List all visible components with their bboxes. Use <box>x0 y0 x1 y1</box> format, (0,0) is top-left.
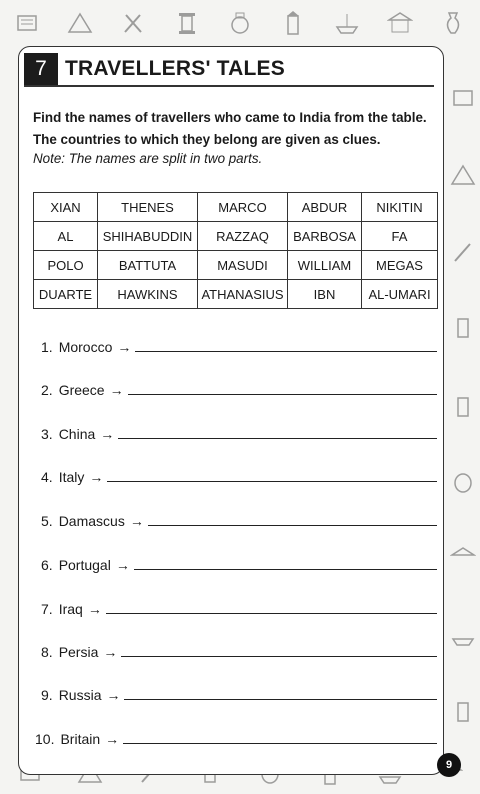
table-cell: SHIHABUDDIN <box>98 222 198 251</box>
tower-icon <box>280 10 306 36</box>
question-clue: Portugal <box>58 557 111 573</box>
table-cell: POLO <box>34 251 98 280</box>
answer-line[interactable] <box>134 569 437 570</box>
question-number: 3. <box>41 426 53 442</box>
answer-line[interactable] <box>106 613 437 614</box>
question-number: 4. <box>41 469 53 485</box>
decorative-border-top <box>0 2 480 44</box>
question-number: 6. <box>41 557 53 573</box>
table-cell: IBN <box>288 280 362 309</box>
answer-line[interactable] <box>128 394 437 395</box>
question-clue: Persia <box>58 644 99 660</box>
arrow-icon: → <box>109 382 124 398</box>
table-cell: FA <box>362 222 438 251</box>
scroll-icon <box>450 85 476 111</box>
ship-icon <box>450 622 476 648</box>
question-number: 8. <box>41 644 53 660</box>
question-number: 1. <box>41 339 53 355</box>
answer-line[interactable] <box>121 656 437 657</box>
question-number: 7. <box>41 601 53 617</box>
pillar-icon <box>450 699 476 725</box>
instructions-text: Find the names of travellers who came to India from the table. The countries to which they belong are given as clues. <box>33 110 427 147</box>
question-item <box>35 727 437 747</box>
question-number: 2. <box>41 382 53 398</box>
pyramid-icon <box>67 10 93 36</box>
vase-icon <box>440 10 466 36</box>
arrow-icon: → <box>103 644 118 660</box>
question-item <box>41 597 437 617</box>
pot-icon <box>227 10 253 36</box>
answer-line[interactable] <box>148 525 437 526</box>
question-item <box>41 553 437 573</box>
activity-number: 7 <box>24 53 58 85</box>
arrow-icon: → <box>115 557 130 573</box>
question-clue: Iraq <box>58 601 83 617</box>
table-cell: AL-UMARI <box>362 280 438 309</box>
table-row <box>34 251 438 280</box>
scroll-icon <box>14 10 40 36</box>
tools-icon <box>120 10 146 36</box>
name-grid-table <box>33 192 438 309</box>
question-item <box>41 335 437 355</box>
answer-line[interactable] <box>107 481 437 482</box>
arrow-icon: → <box>100 426 115 442</box>
temple-icon <box>387 10 413 36</box>
answer-line[interactable] <box>118 438 437 439</box>
table-cell: AL <box>34 222 98 251</box>
answer-line[interactable] <box>124 699 437 700</box>
ship-icon <box>334 10 360 36</box>
table-cell: RAZZAQ <box>198 222 288 251</box>
table-cell: MEGAS <box>362 251 438 280</box>
question-clue: Morocco <box>58 339 113 355</box>
title-divider <box>24 85 434 87</box>
temple-icon <box>450 545 476 571</box>
tower-icon <box>450 392 476 418</box>
question-clue: China <box>58 426 96 442</box>
table-cell: BATTUTA <box>98 251 198 280</box>
table-cell: MARCO <box>198 193 288 222</box>
question-clue: Britain <box>60 731 101 747</box>
arrow-icon: → <box>117 339 132 355</box>
arrow-icon: → <box>129 513 144 529</box>
table-cell: BARBOSA <box>288 222 362 251</box>
question-item <box>41 683 437 703</box>
arrow-icon: → <box>87 601 102 617</box>
table-cell: WILLIAM <box>288 251 362 280</box>
question-clue: Greece <box>58 382 105 398</box>
question-item <box>41 378 437 398</box>
activity-title: TRAVELLERS' TALES <box>65 57 285 80</box>
activity-header <box>24 53 285 85</box>
question-item <box>41 422 437 442</box>
question-clue: Damascus <box>58 513 125 529</box>
question-item <box>41 465 437 485</box>
table-row <box>34 222 438 251</box>
question-item <box>41 509 437 529</box>
question-item <box>41 640 437 660</box>
tools-icon <box>450 239 476 265</box>
table-row <box>34 280 438 309</box>
table-cell: THENES <box>98 193 198 222</box>
arrow-icon: → <box>106 687 121 703</box>
table-cell: XIAN <box>34 193 98 222</box>
pot-icon <box>450 469 476 495</box>
table-cell: DUARTE <box>34 280 98 309</box>
page-number: 9 <box>437 753 461 777</box>
answer-line[interactable] <box>135 351 437 352</box>
answer-line[interactable] <box>123 743 437 744</box>
table-cell: NIKITIN <box>362 193 438 222</box>
arrow-icon: → <box>105 731 120 747</box>
pillar-icon <box>450 315 476 341</box>
note-text: Note: The names are split in two parts. <box>33 151 263 166</box>
decorative-border-right <box>446 60 480 750</box>
worksheet-card <box>18 46 444 775</box>
question-clue: Russia <box>58 687 102 703</box>
pillar-icon <box>174 10 200 36</box>
table-cell: ABDUR <box>288 193 362 222</box>
arrow-icon: → <box>89 469 104 485</box>
question-number: 5. <box>41 513 53 529</box>
table-cell: ATHANASIUS <box>198 280 288 309</box>
question-number: 10. <box>35 731 55 747</box>
table-row <box>34 193 438 222</box>
table-cell: HAWKINS <box>98 280 198 309</box>
pyramid-icon <box>450 162 476 188</box>
question-number: 9. <box>41 687 53 703</box>
question-clue: Italy <box>58 469 85 485</box>
table-cell: MASUDI <box>198 251 288 280</box>
